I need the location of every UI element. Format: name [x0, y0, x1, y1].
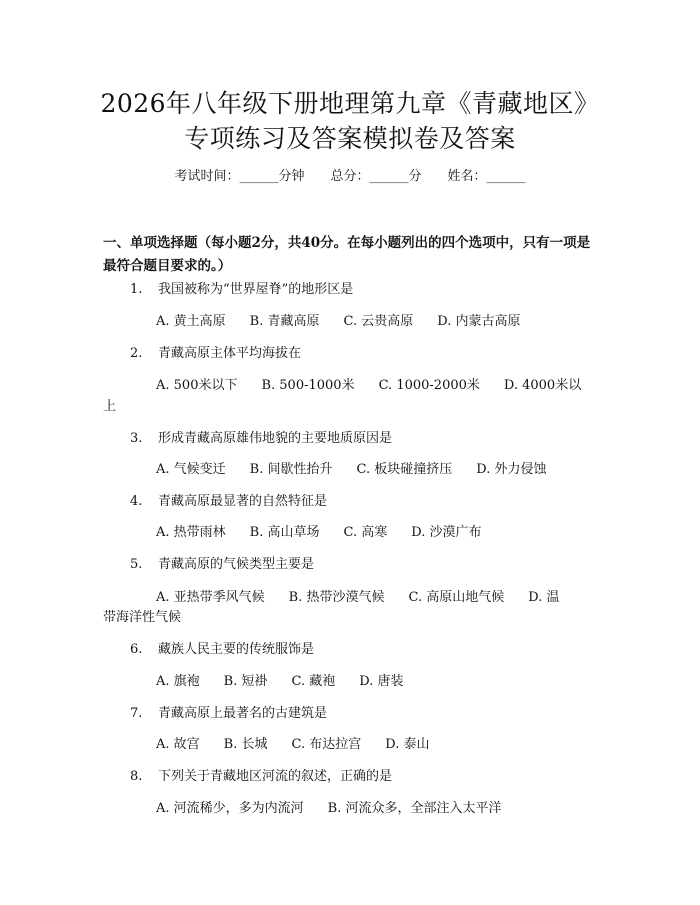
option: B. 河流众多，全部注入太平洋	[327, 801, 502, 816]
options-4	[156, 524, 505, 542]
question-5: 5. 青藏高原的气候类型主要是	[130, 557, 315, 572]
option: B. 高山草场	[249, 525, 320, 540]
option: D. 温	[528, 590, 560, 605]
question-7: 7. 青藏高原上最著名的古建筑是	[130, 706, 328, 721]
option: B. 青藏高原	[249, 314, 320, 329]
option: D. 泰山	[385, 737, 430, 752]
options-6	[156, 673, 427, 691]
question-6: 6. 藏族人民主要的传统服饰是	[130, 642, 315, 657]
option: A. 故宫	[156, 737, 200, 752]
option: B. 间歇性抬升	[249, 462, 333, 477]
option: C. 布达拉宫	[291, 737, 362, 752]
options-2	[156, 377, 581, 395]
option: A. 亚热带季风气候	[156, 590, 265, 605]
option: D. 4000米以	[503, 378, 582, 393]
option: C. 藏袍	[291, 674, 336, 689]
options-3	[156, 461, 570, 479]
option: C. 板块碰撞挤压	[356, 462, 453, 477]
option: D. 内蒙古高原	[437, 314, 521, 329]
question-3: 3. 形成青藏高原雄伟地貌的主要地质原因是	[130, 431, 393, 446]
question-2: 2. 青藏高原主体平均海拔在	[130, 346, 302, 361]
option: B. 500-1000米	[261, 378, 355, 393]
option: A. 旗袍	[156, 674, 200, 689]
option: C. 高寒	[343, 525, 388, 540]
option: A. 黄土高原	[156, 314, 226, 329]
option-wrap-5: 带海洋性气候	[103, 610, 182, 625]
option: C. 1000-2000米	[378, 378, 480, 393]
options-1	[156, 313, 544, 331]
page-title-line1: 2026年八年级下册地理第九章《青藏地区》	[100, 89, 600, 118]
option: B. 长城	[223, 737, 268, 752]
options-7	[156, 736, 453, 754]
question-4: 4. 青藏高原最显著的自然特征是	[130, 494, 328, 509]
student-name: 姓名：______	[447, 169, 526, 184]
option: B. 热带沙漠气候	[288, 590, 385, 605]
option: A. 河流稀少，多为内流河	[156, 801, 304, 816]
options-8	[156, 800, 525, 818]
exam-score: 总分：______分	[330, 169, 422, 184]
option: C. 云贵高原	[343, 314, 414, 329]
exam-time: 考试时间：______分钟	[174, 169, 305, 184]
option-wrap-2: 上	[103, 399, 117, 414]
page-title-line2: 专项练习及答案模拟卷及答案	[184, 124, 516, 153]
options-5	[156, 589, 559, 607]
exam-info	[0, 168, 700, 186]
option: A. 气候变迁	[156, 462, 226, 477]
option: D. 沙漠广布	[411, 525, 482, 540]
question-1: 1. 我国被称为“世界屋脊”的地形区是	[130, 282, 354, 297]
option: D. 外力侵蚀	[476, 462, 547, 477]
option: A. 热带雨林	[156, 525, 226, 540]
section-heading: 一、单项选择题（每小题2分，共40分。在每小题列出的四个选项中，只有一项是最符合题目要求的。）	[103, 235, 591, 274]
option: D. 唐装	[359, 674, 404, 689]
option: B. 短褂	[223, 674, 268, 689]
question-8: 8. 下列关于青藏地区河流的叙述，正确的是	[130, 769, 393, 784]
option: A. 500米以下	[156, 378, 238, 393]
option: C. 高原山地气候	[408, 590, 505, 605]
